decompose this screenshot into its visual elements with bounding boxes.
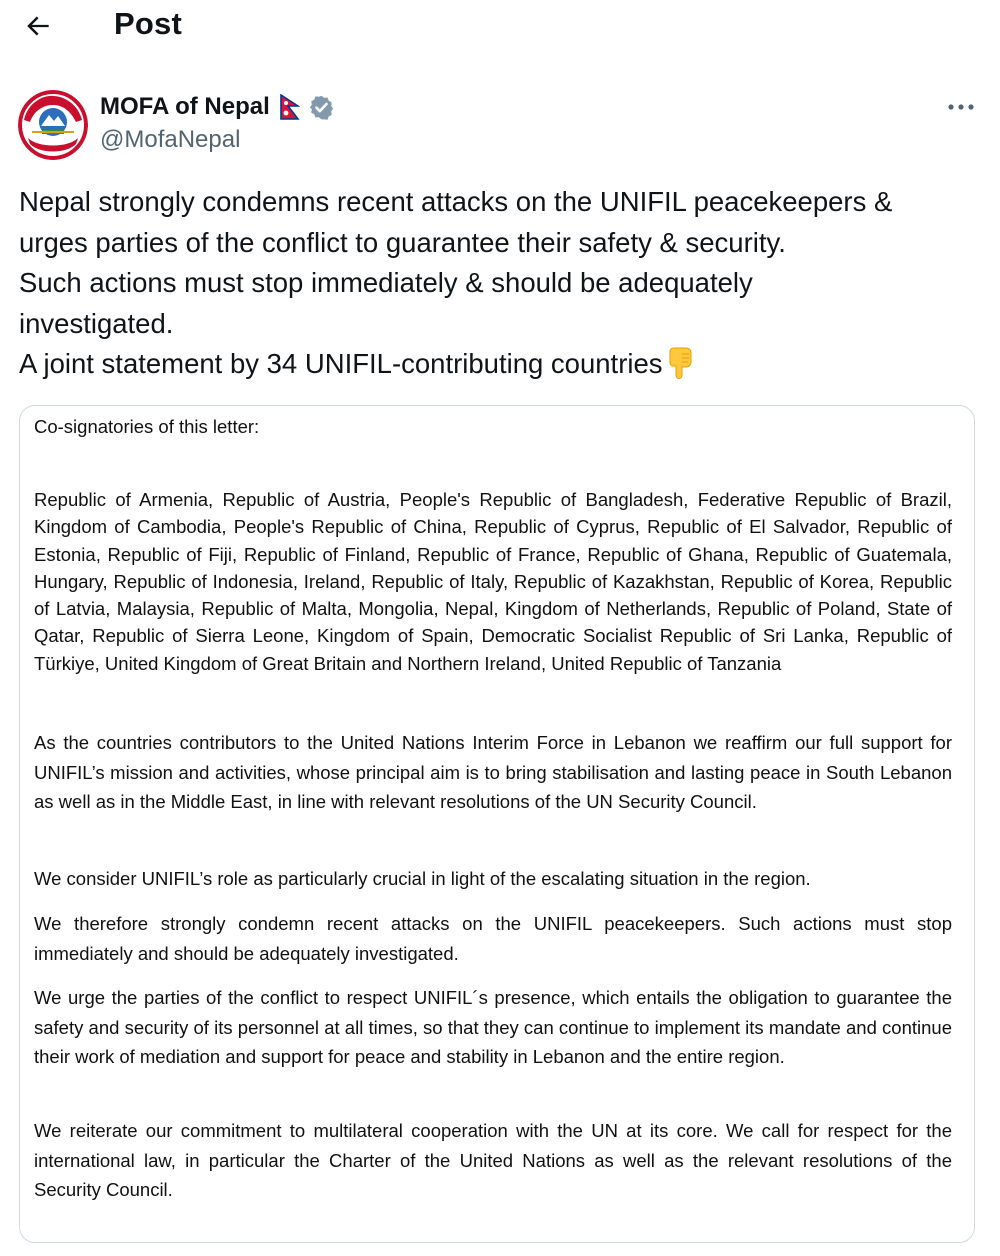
post-text-line-last bbox=[19, 344, 979, 385]
post-header bbox=[0, 0, 1000, 56]
avatar[interactable] bbox=[18, 90, 88, 160]
statement-paragraph-4: We urge the parties of the conflict to respect UNIFIL´s presence, which entails the obligation to guarantee the safety and security of its personnel at all times, so that they can continue to implement its mandate and continue their work of mediation and support for peace and stability in Lebanon and the entire region. bbox=[34, 987, 952, 1067]
post-text-line: urges parties of the conflict to guarantee their safety & security. bbox=[19, 226, 786, 258]
nepal-flag-icon bbox=[280, 94, 300, 120]
author-handle[interactable]: @MofaNepal bbox=[100, 126, 241, 153]
statement-image-card[interactable] bbox=[19, 405, 975, 1243]
verified-badge-icon[interactable] bbox=[308, 94, 335, 121]
cosignatories-list: Republic of Armenia, Republic of Austria, People's Republic of Bangladesh, Federative Republic of Brazil, Kingdom of Cambodia, People's Republic of China, Republic of Cyprus, Republic of El Salvador, Republic of Estonia, Republic of Fiji, Republic of Finland, Republic of France, Republic of Ghana, Republic of Guatemala, Hungary, Republic of Indonesia, Ireland, Republic of Italy, Republic of Kazakhstan, Republic of Korea, Republic of Latvia, Malaysia, Republic of Malta, Mongolia, Nepal, Kingdom of Netherlands, Republic of Poland, State of Qatar, Republic of Sierra Leone, Kingdom of Spain, Democratic Socialist Republic of Sri Lanka, Republic of Türkiye, United Kingdom of Great Britain and Northern Ireland, United Republic of Tanzania bbox=[34, 489, 952, 674]
more-horizontal-icon[interactable] bbox=[944, 96, 978, 118]
arrow-left-icon[interactable] bbox=[22, 10, 54, 42]
post-text-line: A joint statement by 34 UNIFIL-contributing countries bbox=[19, 348, 663, 379]
pointing-down-hand-icon bbox=[665, 347, 695, 379]
statement-paragraph-2: We consider UNIFIL’s role as particularly crucial in light of the escalating situation in the region. bbox=[34, 868, 811, 889]
author-name-row bbox=[100, 90, 335, 124]
post-text-line: investigated. bbox=[19, 307, 174, 339]
post-text-line: Nepal strongly condemns recent attacks on the UNIFIL peacekeepers & bbox=[19, 186, 893, 217]
statement-paragraph-5: We reiterate our commitment to multilateral cooperation with the UN at its core. We call for respect for the international law, in particular the Charter of the United Nations as well as the relevant resolutions of the Security Council. bbox=[34, 1120, 952, 1200]
author-display-name[interactable]: MOFA of Nepal bbox=[100, 93, 270, 120]
mofa-emblem-logo bbox=[18, 90, 88, 160]
post-text bbox=[19, 182, 979, 385]
page-title: Post bbox=[114, 6, 182, 41]
post-text-line: Such actions must stop immediately & should be adequately bbox=[19, 267, 753, 298]
document-heading: Co-signatories of this letter: bbox=[34, 416, 260, 437]
statement-paragraph-3: We therefore strongly condemn recent attacks on the UNIFIL peacekeepers. Such actions must stop immediately and should be adequately investigated. bbox=[34, 913, 952, 964]
statement-paragraph-1: As the countries contributors to the United Nations Interim Force in Lebanon we reaffirm our full support for UNIFIL’s mission and activities, whose principal aim is to bring stabilisation and lasting peace in South Lebanon as well as in the Middle East, in line with relevant resolutions of the UN Security Council. bbox=[34, 732, 952, 812]
